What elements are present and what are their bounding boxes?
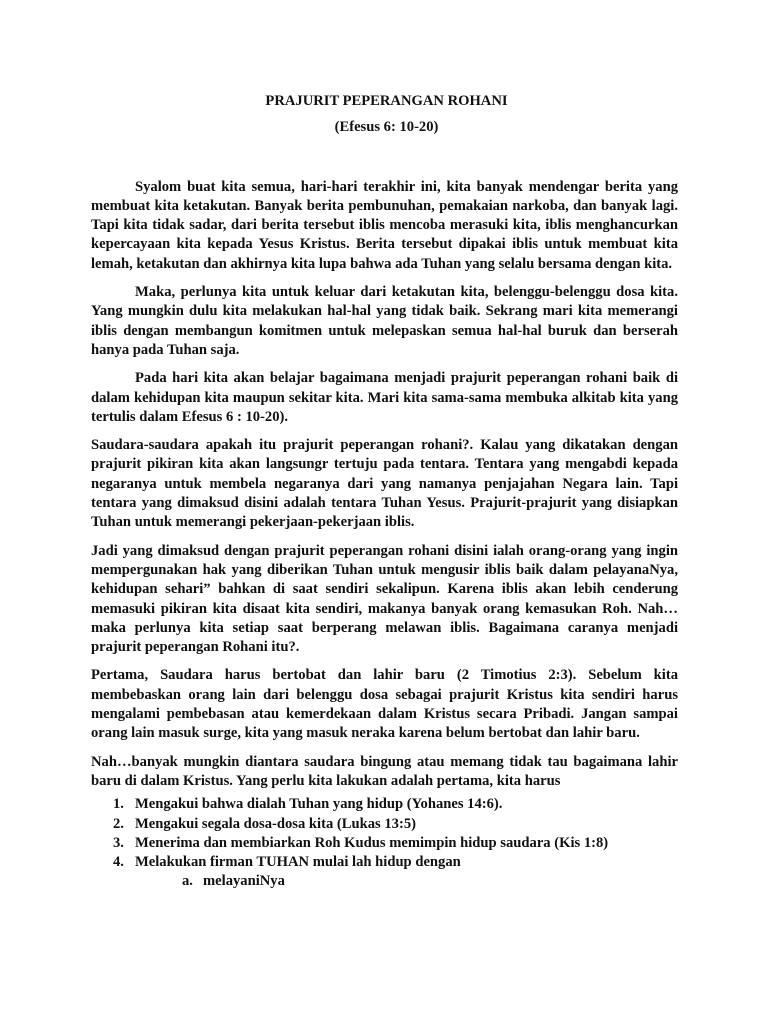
document-body (91, 178, 678, 892)
list-item (91, 834, 678, 853)
sub-list-item-letter: a. (182, 873, 193, 890)
document-page (91, 92, 678, 892)
list-item-number: 4. (113, 854, 124, 871)
scripture-reference: (Efesus 6: 10-20) (334, 119, 439, 136)
list-item-text: Menerima dan membiarkan Roh Kudus memimpin hidup saudara (Kis 1:8) (135, 834, 609, 851)
paragraph-call-to-action: Maka, perlunya kita untuk keluar dari ketakutan kita, belenggu-belenggu dosa kita. Yang mungkin dulu kita melakukan hal-hal yang tidak baik. Sekrang mari kita memerangi iblis dengan membangun komitmen untuk melepaskan semua hal-hal buruk dan berserah hanya pada Tuhan saja. (91, 284, 678, 358)
document-title: PRAJURIT PEPERANGAN ROHANI (265, 93, 508, 109)
paragraph-intro: Syalom buat kita semua, hari-hari terakhir ini, kita banyak mendengar berita yang membuat kita ketakutan. Banyak berita pembunuhan, pemakaian narkoba, dan banyak lagi. Tapi kita tidak sadar, dari berita tersebut iblis mencoba merasuki kita, iblis menghancurkan kepercayaan kita kepada Yesus Kristus. Berita tersebut dipakai iblis untuk membuat kita lemah, ketakutan dan akhirnya kita lupa bahwa ada Tuhan yang selalu bersama dengan kita. (91, 178, 678, 272)
paragraph-born-again: Nah…banyak mungkin diantara saudara bingung atau memang tidak tau bagaimana lahir baru di dalam Kristus. Yang perlu kita lakukan adalah pertama, kita harus (91, 753, 678, 789)
list-item (91, 853, 678, 872)
list-item-number: 3. (113, 834, 124, 851)
sub-list-item-text: melayaniNya (203, 873, 285, 890)
list-item-number: 1. (113, 796, 124, 813)
paragraph-lesson-intro: Pada hari kita akan belajar bagaimana menjadi prajurit peperangan rohani baik di dalam kehidupan kita maupun sekitar kita. Mari kita sama-sama membuka alkitab kita yang tertulis dalam Efesus 6 : 10-20). (91, 370, 678, 425)
list-item-number: 2. (113, 815, 124, 832)
steps-list (91, 795, 678, 891)
list-item (91, 795, 678, 814)
sub-list-item (91, 872, 678, 891)
paragraph-meaning: Jadi yang dimaksud dengan prajurit peperangan rohani disini ialah orang-orang yang ingin mempergunakan hak yang diberikan Tuhan untuk mengusir iblis baik dalam pelayanaNya, kehidupan sehari” bahkan di saat sendiri sekalipun. Karena iblis akan lebih cenderung memasuki pikiran kita disaat kita sendiri, makanya banyak orang kemasukan Roh. Nah…maka perlunya kita setiap saat berperang melawan iblis. Bagaimana caranya menjadi prajurit peperangan Rohani itu?. (91, 542, 678, 656)
list-item-text: Mengakui segala dosa-dosa kita (Lukas 13:5) (135, 815, 416, 832)
paragraph-first-step: Pertama, Saudara harus bertobat dan lahir baru (2 Timotius 2:3). Sebelum kita membebaskan orang lain dari belenggu dosa sebagai prajurit Kristus kita sendiri harus mengalami pembebasan atau kemerdekaan dalam Kristus secara Pribadi. Jangan sampai orang lain masuk surge, kita yang masuk neraka karena belum bertobat dan lahir baru. (91, 667, 678, 742)
list-item-text: Mengakui bahwa dialah Tuhan yang hidup (Yohanes 14:6). (135, 796, 503, 813)
list-item (91, 815, 678, 834)
paragraph-definition: Saudara-saudara apakah itu prajurit peperangan rohani?. Kalau yang dikatakan dengan prajurit pikiran kita akan langsungr tertuju pada tentara. Tentara yang mengabdi kepada negaranya untuk membela negaranya dari yang namanya penjajahan Negara lain. Tapi tentara yang dimaksud disini adalah tentara Tuhan Yesus. Prajurit-prajurit yang disiapkan Tuhan untuk memerangi pekerjaan-pekerjaan iblis. (91, 437, 678, 531)
list-item-text: Melakukan firman TUHAN mulai lah hidup dengan (135, 854, 461, 871)
